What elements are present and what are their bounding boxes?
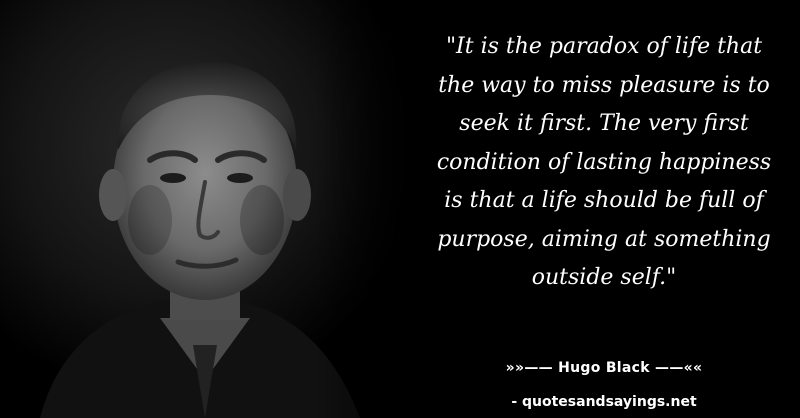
- quote-line: "It is the paradox of life that: [445, 34, 763, 59]
- quote-line: purpose, aiming at something: [437, 226, 771, 252]
- quote-line: condition of lasting happiness: [436, 149, 772, 175]
- quote-line: seek it first. The very first: [459, 111, 749, 136]
- quote-text-block: [408, 28, 800, 298]
- quote-line: outside self.": [531, 265, 677, 290]
- source-watermark: - quotesandsayings.net: [511, 394, 697, 410]
- quote-line: the way to miss pleasure is to: [438, 72, 770, 98]
- quote-line: is that a life should be full of: [444, 188, 764, 213]
- quote-author: »»—— Hugo Black ——««: [505, 360, 703, 376]
